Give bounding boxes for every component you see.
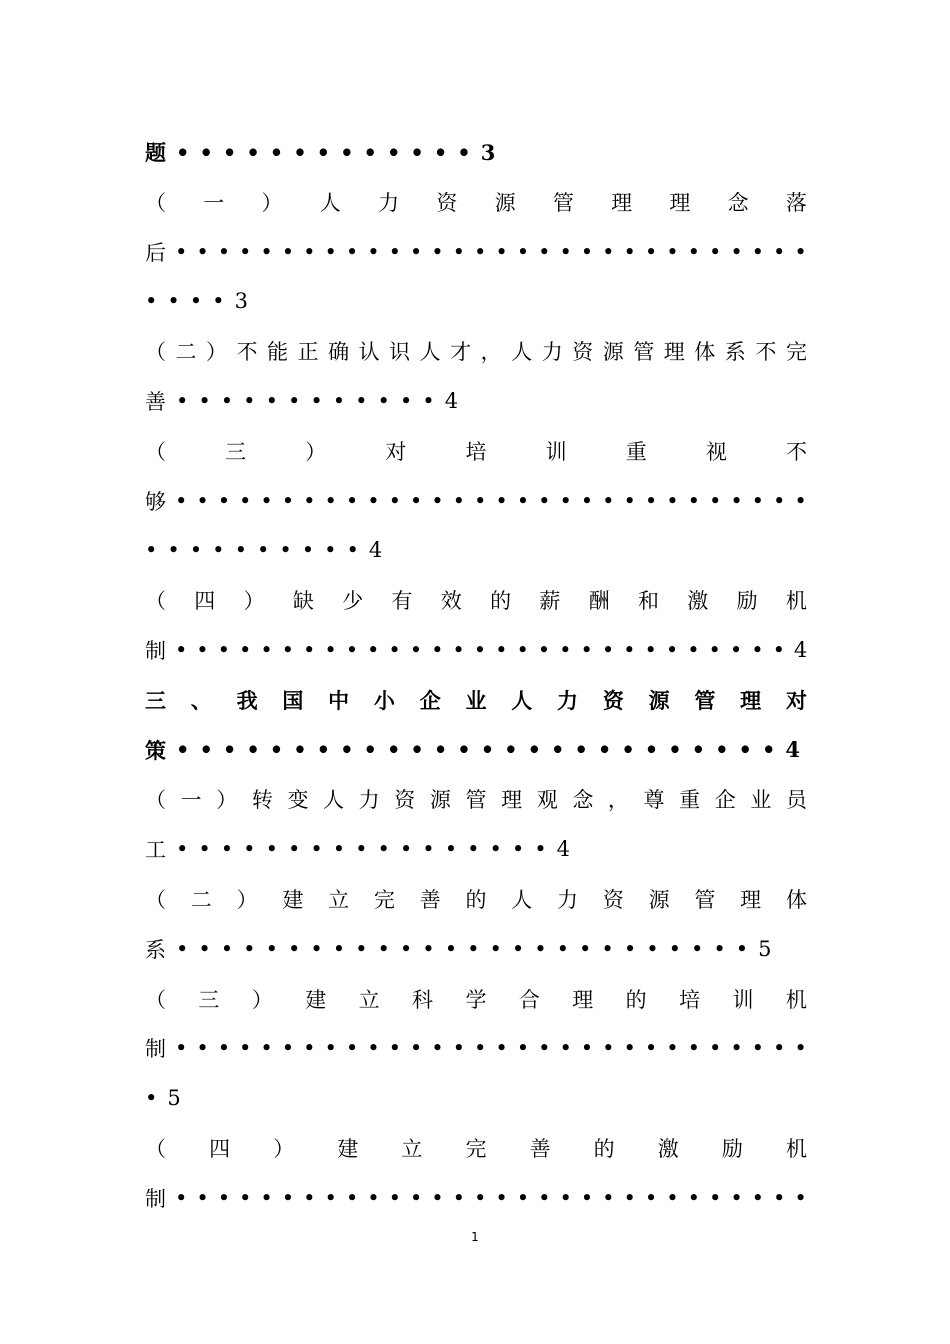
toc-line: （ 二 ） 建 立 完 善 的 人 力 资 源 管 理 体 — [145, 888, 807, 912]
toc-line: • • • • 3 — [145, 289, 248, 314]
toc-line: （ 一 ） 转 变 人 力 资 源 管 理 观 念 ， 尊 重 企 业 员 — [145, 788, 807, 813]
toc-line: 善 • • • • • • • • • • • • 4 — [145, 389, 459, 414]
toc-line: （ 四 ） 缺 少 有 效 的 薪 酬 和 激 励 机 — [145, 589, 807, 614]
toc-line: （ 一 ） 人 力 资 源 管 理 理 念 落 — [145, 190, 807, 215]
toc-line: • • • • • • • • • • 4 — [145, 538, 383, 563]
toc-line: （ 二 ） 不 能 正 确 认 识 人 才 ， 人 力 资 源 管 理 体 系 不 完 — [145, 340, 807, 365]
toc-line: 题 • • • • • • • • • • • • • 3 — [145, 139, 496, 165]
toc-line: 工 • • • • • • • • • • • • • • • • • 4 — [145, 837, 571, 863]
toc-line: 策 • • • • • • • • • • • • • • • • • • • • • • • • • • 4 — [145, 737, 800, 763]
toc-line: （ 三 ） 对 培 训 重 视 不 — [145, 439, 807, 464]
toc-line: 够 • • • • • • • • • • • • • • • • • • • • • • • • • • • • • • — [145, 488, 807, 514]
toc-line: 三 、 我 国 中 小 企 业 人 力 资 源 管 理 对 — [145, 687, 807, 713]
toc-line: 系 • • • • • • • • • • • • • • • • • • • • • • • • • • 5 — [145, 936, 772, 962]
toc-line: 制 • • • • • • • • • • • • • • • • • • • • • • • • • • • • • • — [145, 1185, 807, 1211]
page-number: 1 — [471, 1230, 479, 1244]
toc-line: （ 四 ） 建 立 完 善 的 激 励 机 — [145, 1137, 807, 1161]
toc-line: 制 • • • • • • • • • • • • • • • • • • • • • • • • • • • • • • — [145, 1036, 807, 1062]
toc-line: • 5 — [145, 1086, 181, 1111]
toc-line: 制 • • • • • • • • • • • • • • • • • • • • • • • • • • • • • 4 — [145, 638, 808, 663]
toc-line: （ 三 ） 建 立 科 学 合 理 的 培 训 机 — [145, 987, 807, 1012]
toc-line: 后 • • • • • • • • • • • • • • • • • • • • • • • • • • • • • • — [145, 239, 807, 265]
